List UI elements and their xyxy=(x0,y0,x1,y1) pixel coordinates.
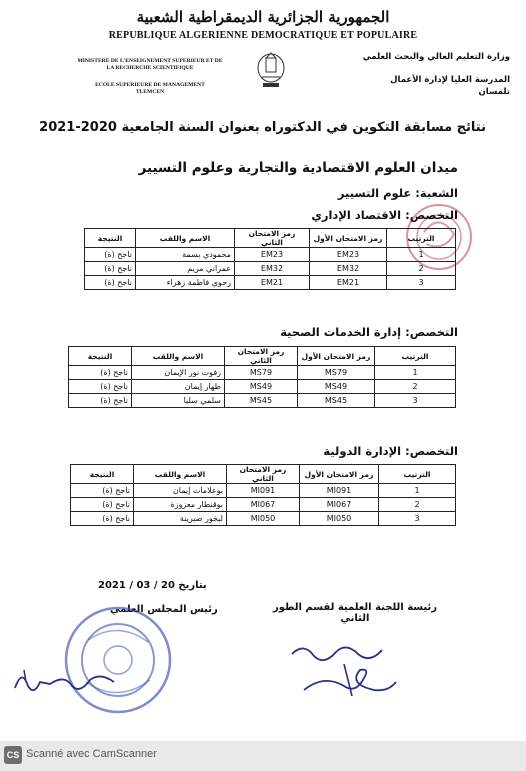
arabic-republic-title: الجمهورية الجزائرية الديمقراطية الشعبية xyxy=(136,8,390,26)
cell-code1: EM23 xyxy=(310,248,387,262)
signature-title-left: رئيس المجلس العلمي xyxy=(110,604,218,615)
signature-left-icon xyxy=(10,660,120,704)
cell-code2: MI091 xyxy=(227,484,300,498)
right-header-city: تلمسان xyxy=(478,87,510,97)
ministry-line-1: MINISTERE DE L'ENSEIGNEMENT SUPERIEUR ET DE xyxy=(77,58,223,64)
results-table-2 xyxy=(68,346,456,408)
cell-code2: MI050 xyxy=(227,512,300,526)
ministry-line-2: LA RECHERCHE SCIENTIFIQUE xyxy=(106,65,194,71)
cell-code1: MS45 xyxy=(298,394,375,408)
table-row xyxy=(85,276,456,290)
col-code2: رمز الامتحان الثاني xyxy=(235,229,310,248)
cell-code1: MI091 xyxy=(300,484,379,498)
cell-name: بوقنطار معزوزة xyxy=(134,498,227,512)
cell-code2: MI067 xyxy=(227,498,300,512)
col-name: الاسم واللقب xyxy=(134,465,227,484)
cell-name: عمراني مريم xyxy=(136,262,235,276)
col-result: النتيجة xyxy=(71,465,134,484)
col-name: الاسم واللقب xyxy=(136,229,235,248)
right-header-school: المدرسة العليا لإدارة الأعمال xyxy=(390,75,510,85)
cell-rank: 1 xyxy=(379,484,456,498)
cell-code2: EM32 xyxy=(235,262,310,276)
cell-result: ناجح (ة) xyxy=(69,366,132,380)
cell-result: ناجح (ة) xyxy=(85,276,136,290)
cell-code2: EM23 xyxy=(235,248,310,262)
results-table-1 xyxy=(84,228,456,290)
col-name: الاسم واللقب xyxy=(132,347,225,366)
cell-rank: 1 xyxy=(387,248,456,262)
left-header-ministry xyxy=(40,58,260,72)
table-row xyxy=(71,512,456,526)
table-header-row xyxy=(85,229,456,248)
results-table-3 xyxy=(70,464,456,526)
specialty-heading-3: التخصص: الإدارة الدولية xyxy=(323,444,458,458)
cell-name: زفوت نور الإيمان xyxy=(132,366,225,380)
cell-code1: EM32 xyxy=(310,262,387,276)
right-header-ministry: وزارة التعليم العالي والبحث العلمي xyxy=(362,52,510,62)
cell-name: طهار إيمان xyxy=(132,380,225,394)
cell-code2: MS49 xyxy=(225,380,298,394)
cell-name: لبخور صبرينة xyxy=(134,512,227,526)
col-code2: رمز الامتحان الثاني xyxy=(227,465,300,484)
cell-result: ناجح (ة) xyxy=(69,380,132,394)
table-header-row xyxy=(69,347,456,366)
table-row xyxy=(85,262,456,276)
cell-result: ناجح (ة) xyxy=(85,262,136,276)
branch-heading: الشعبة: علوم التسيير xyxy=(337,186,458,200)
table-row xyxy=(69,366,456,380)
col-result: النتيجة xyxy=(85,229,136,248)
col-code2: رمز الامتحان الثاني xyxy=(225,347,298,366)
cell-result: ناجح (ة) xyxy=(85,248,136,262)
scanner-text: Scanné avec CamScanner xyxy=(26,748,157,760)
school-line-1: ECOLE SUPERIEURE DE MANAGEMENT xyxy=(95,82,205,88)
cell-code1: MS79 xyxy=(298,366,375,380)
field-heading: ميدان العلوم الاقتصادية والتجارية وعلوم التسيير xyxy=(138,160,458,176)
cell-rank: 2 xyxy=(379,498,456,512)
table-row xyxy=(71,484,456,498)
cell-result: ناجح (ة) xyxy=(71,484,134,498)
table-row xyxy=(71,498,456,512)
cell-rank: 3 xyxy=(375,394,456,408)
camscanner-icon: CS xyxy=(4,746,22,764)
specialty-heading-1: التخصص: الاقتصاد الإداري xyxy=(311,208,458,222)
cell-name: بوعلامات إيمان xyxy=(134,484,227,498)
cell-code2: MS45 xyxy=(225,394,298,408)
col-code1: رمز الامتحان الأول xyxy=(298,347,375,366)
cell-rank: 2 xyxy=(375,380,456,394)
cell-code1: MS49 xyxy=(298,380,375,394)
col-rank: الترتيب xyxy=(375,347,456,366)
specialty-heading-2: التخصص: إدارة الخدمات الصحية xyxy=(280,325,458,339)
cell-rank: 3 xyxy=(387,276,456,290)
cell-rank: 1 xyxy=(375,366,456,380)
signature-right-icon xyxy=(284,624,404,708)
col-code1: رمز الامتحان الأول xyxy=(310,229,387,248)
school-line-2: TLEMCEN xyxy=(135,89,165,95)
col-code1: رمز الامتحان الأول xyxy=(300,465,379,484)
results-title: نتائج مسابقة التكوين في الدكتوراه بعنوان السنة الجامعية 2020-2021 xyxy=(39,120,486,135)
table-header-row xyxy=(71,465,456,484)
col-result: النتيجة xyxy=(69,347,132,366)
cell-code2: EM21 xyxy=(235,276,310,290)
cell-name: محمودي بسمة xyxy=(136,248,235,262)
table-row xyxy=(85,248,456,262)
cell-rank: 2 xyxy=(387,262,456,276)
cell-code1: MI067 xyxy=(300,498,379,512)
cell-code1: EM21 xyxy=(310,276,387,290)
col-rank: الترتيب xyxy=(379,465,456,484)
signature-title-right: رئيسة اللجنة العلمية لقسم الطور الثاني xyxy=(272,602,438,624)
left-header-school xyxy=(40,82,260,96)
table-row xyxy=(69,380,456,394)
table-row xyxy=(69,394,456,408)
document-date: بتاريخ 20 / 03 / 2021 xyxy=(98,580,207,591)
cell-result: ناجح (ة) xyxy=(71,498,134,512)
school-logo-icon xyxy=(254,50,288,90)
cell-result: ناجح (ة) xyxy=(69,394,132,408)
cell-name: رحوي فاطمة زهراء xyxy=(136,276,235,290)
col-rank: الترتيب xyxy=(387,229,456,248)
cell-result: ناجح (ة) xyxy=(71,512,134,526)
cell-name: سلمي سليا xyxy=(132,394,225,408)
cell-code2: MS79 xyxy=(225,366,298,380)
cell-code1: MI050 xyxy=(300,512,379,526)
french-republic-title: REPUBLIQUE ALGERIENNE DEMOCRATIQUE ET POPULAIRE xyxy=(108,30,418,41)
cell-rank: 3 xyxy=(379,512,456,526)
